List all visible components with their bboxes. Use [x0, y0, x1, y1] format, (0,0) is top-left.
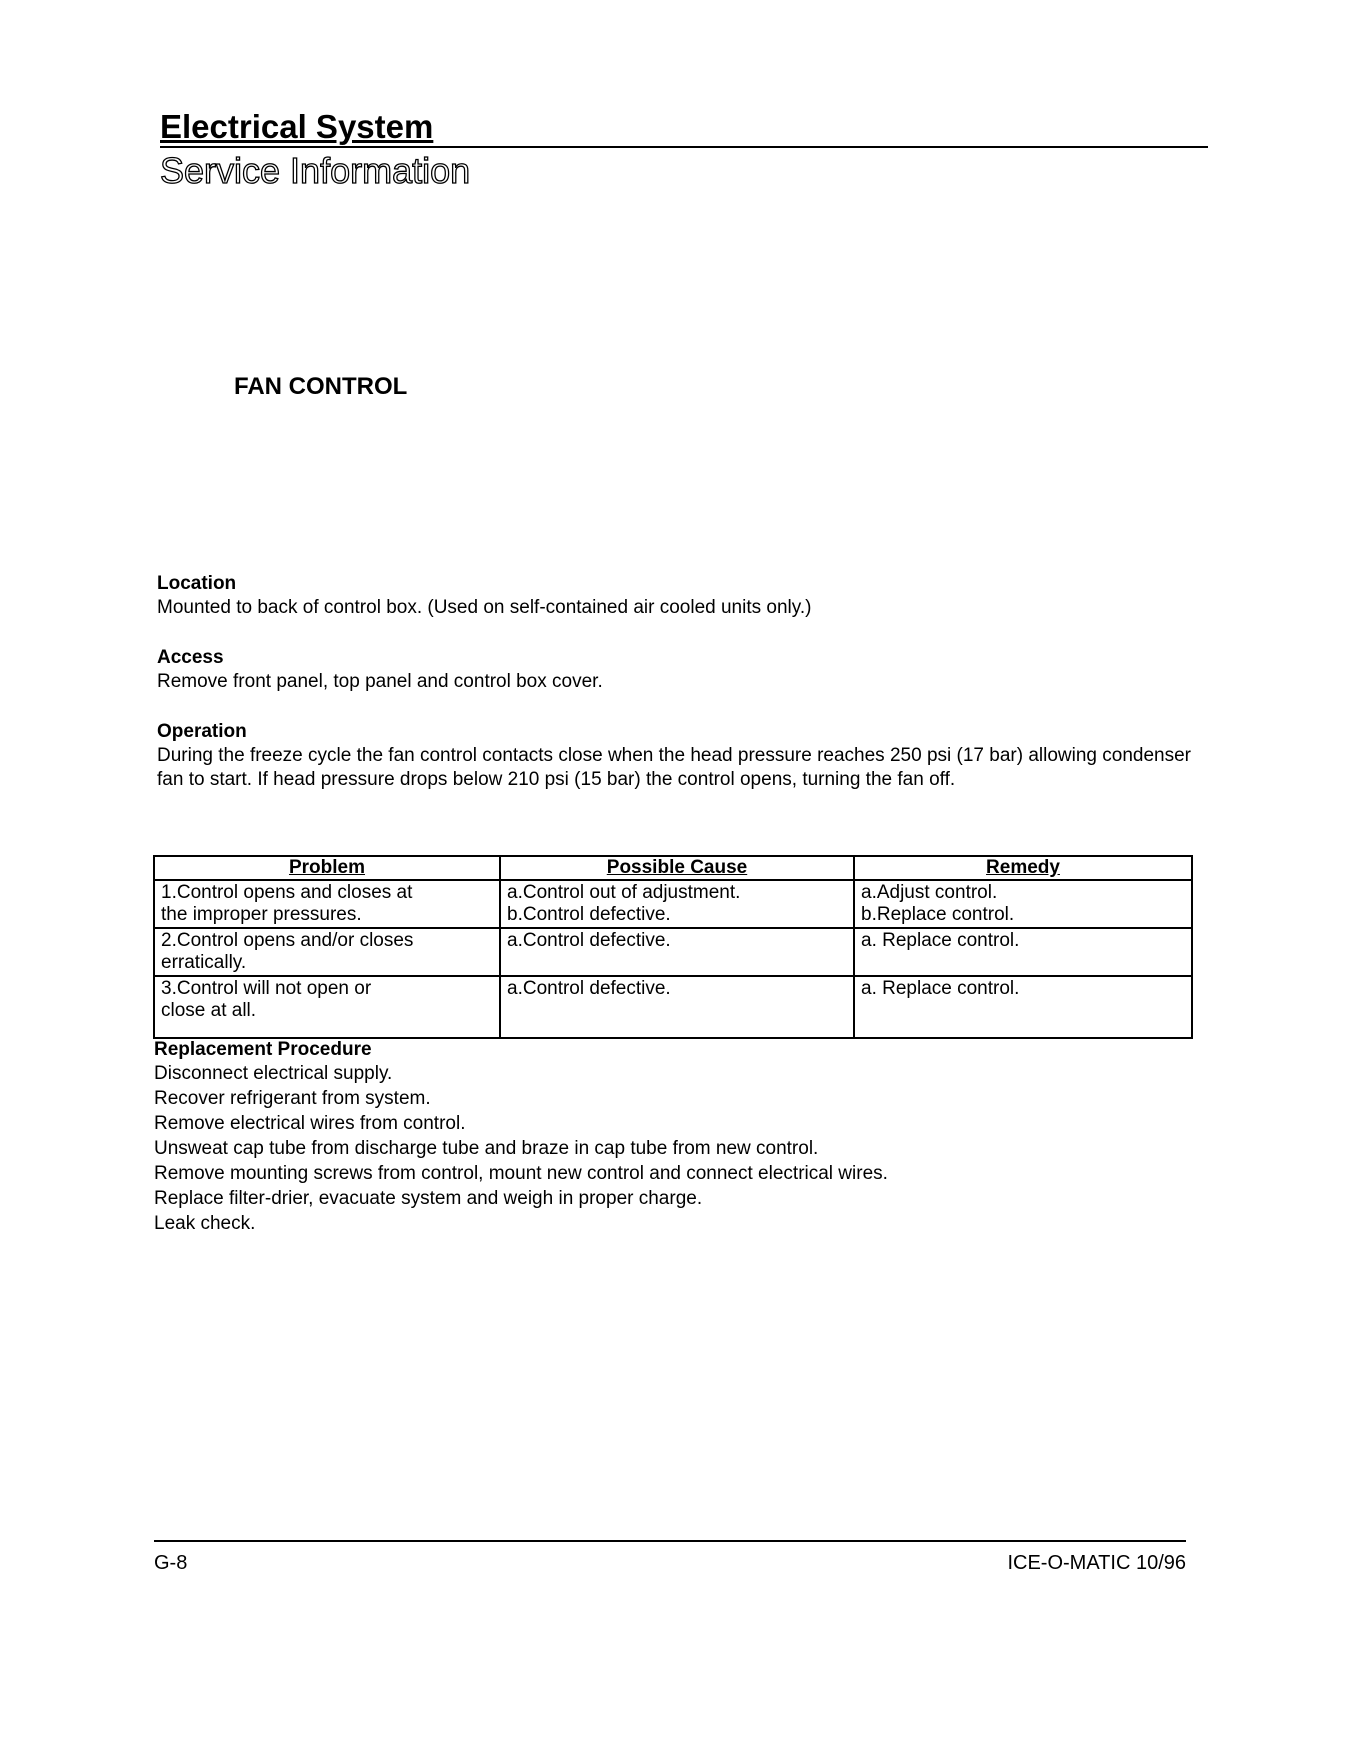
- header-remedy: Remedy: [854, 856, 1192, 880]
- page-title: Electrical System: [160, 108, 1208, 148]
- page-footer: [154, 1540, 1186, 1575]
- list-item: Remove mounting screws from control, mount new control and connect electrical wires.: [154, 1163, 888, 1184]
- table-header-row: [154, 856, 1192, 880]
- list-item: Remove electrical wires from control.: [154, 1113, 466, 1134]
- problem-cell: 2.Control opens and/or closes erratically.: [154, 928, 500, 976]
- operation-section: [157, 720, 1217, 792]
- operation-label: Operation: [157, 721, 247, 742]
- header-possible-cause: Possible Cause: [500, 856, 854, 880]
- list-item: Recover refrigerant from system.: [154, 1088, 431, 1109]
- table-row: [154, 976, 1192, 1038]
- footer-brand: ICE-O-MATIC 10/96: [1007, 1552, 1186, 1574]
- list-item: Unsweat cap tube from discharge tube and braze in cap tube from new control.: [154, 1138, 819, 1159]
- access-label: Access: [157, 647, 224, 668]
- list-item: Leak check.: [154, 1213, 256, 1234]
- list-item: Replace filter-drier, evacuate system and weigh in proper charge.: [154, 1188, 703, 1209]
- location-section: [157, 572, 1217, 620]
- table-row: [154, 928, 1192, 976]
- replacement-steps: [154, 1061, 888, 1236]
- location-label: Location: [157, 573, 237, 594]
- troubleshooting-table: [153, 855, 1193, 1039]
- remedy-cell: a. Replace control.: [854, 976, 1192, 1038]
- list-item: Disconnect electrical supply.: [154, 1063, 393, 1084]
- problem-cell: 3.Control will not open or close at all.: [154, 976, 500, 1038]
- operation-text: During the freeze cycle the fan control contacts close when the head pressure reaches 250 psi (17 bar) allowing condenser fan to start. If head pressure drops below 210 psi (15 bar) the control opens, turning the fan off.: [157, 745, 1191, 790]
- section-title: FAN CONTROL: [234, 373, 408, 400]
- cause-cell: a.Control out of adjustment. b.Control defective.: [500, 880, 854, 928]
- table-row: [154, 880, 1192, 928]
- access-section: [157, 646, 1217, 694]
- page-number: G-8: [154, 1552, 188, 1574]
- location-text: Mounted to back of control box. (Used on self-contained air cooled units only.): [157, 597, 812, 618]
- remedy-cell: a.Adjust control. b.Replace control.: [854, 880, 1192, 928]
- replacement-label: Replacement Procedure: [154, 1039, 372, 1060]
- page-subtitle: Service Information: [160, 150, 471, 191]
- problem-cell: 1.Control opens and closes at the improper pressures.: [154, 880, 500, 928]
- cause-cell: a.Control defective.: [500, 928, 854, 976]
- page-header: [160, 108, 1208, 192]
- access-text: Remove front panel, top panel and control box cover.: [157, 671, 603, 692]
- remedy-cell: a. Replace control.: [854, 928, 1192, 976]
- replacement-section: [154, 1039, 888, 1236]
- header-problem: Problem: [154, 856, 500, 880]
- cause-cell: a.Control defective.: [500, 976, 854, 1038]
